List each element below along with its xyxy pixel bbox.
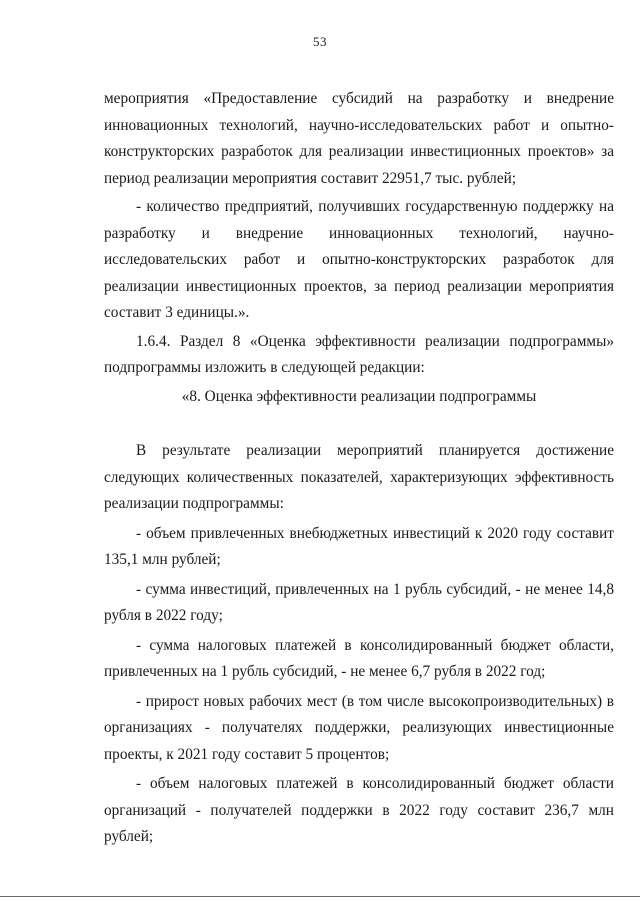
section-heading: «8. Оценка эффективности реализации подпрограммы — [181, 388, 537, 405]
paragraph-continuation: мероприятия «Предоставление субсидий на разработку и внедрение инновационных технологий, научно-исследовательских работ и опытно-конструкторских разработок для реализации инвестиционных проектов» за период реализации мероприятия составит 22951,7 тыс. рублей; — [104, 90, 614, 187]
list-item: - объем налоговых платежей в консолидированный бюджет области организаций - получателей поддержки в 2022 году составит 236,7 млн рублей; — [104, 775, 614, 845]
list-item: - объем привлеченных внебюджетных инвестиций к 2020 году составит 135,1 млн рублей; — [104, 524, 614, 568]
page-number: 53 — [313, 34, 327, 49]
list-item: - сумма инвестиций, привлеченных на 1 рубль субсидий, - не менее 14,8 рубля в 2022 году; — [104, 580, 614, 624]
paragraph-intro: В результате реализации мероприятий планируется достижение следующих количественных показателей, характеризующих эффективность реализации подпрограммы: — [104, 442, 614, 512]
paragraph-enterprises-count: - количество предприятий, получивших государственную поддержку на разработку и внедрение инновационных технологий, научно-исследовательских работ и опытно-конструкторских разработок для реализации инвестиционных проектов, за период реализации мероприятия составит 3 единицы.». — [104, 198, 614, 321]
page-bottom-edge — [0, 896, 640, 897]
list-item: - прирост новых рабочих мест (в том числе высокопроизводительных) в организациях - получателях поддержки, реализующих инвестиционные проекты, к 2021 году составит 5 процентов; — [104, 692, 614, 763]
text-block-upper — [104, 86, 614, 382]
text-block-lower — [104, 438, 614, 851]
paragraph-section-amendment: 1.6.4. Раздел 8 «Оценка эффективности реализации подпрограммы» подпрограммы изложить в следующей редакции: — [104, 332, 614, 376]
list-item: - сумма налоговых платежей в консолидированный бюджет области, привлеченных на 1 рубль субсидий, - не менее 6,7 рубля в 2022 год; — [104, 636, 614, 680]
